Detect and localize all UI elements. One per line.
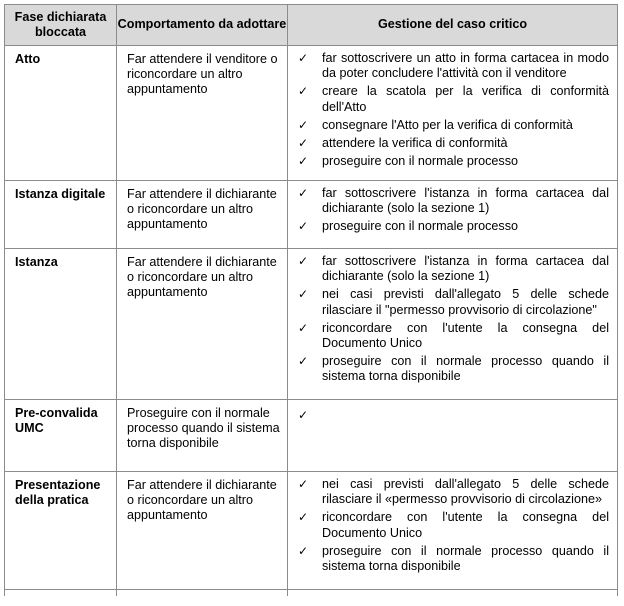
action-text: proseguire con il normale processo bbox=[322, 219, 519, 234]
phase-cell: Istanza bbox=[5, 249, 117, 400]
behavior-cell: Far attendere il dichiarante o riconcordare un altro appuntamento bbox=[117, 181, 288, 249]
table-row bbox=[5, 400, 618, 472]
page bbox=[4, 4, 618, 596]
check-icon: ✓ bbox=[298, 510, 309, 525]
action-item bbox=[298, 219, 609, 234]
table-header-row bbox=[5, 5, 618, 46]
action-text: nei casi previsti dall'allegato 5 delle schede rilasciare il "permesso provvisorio di circolazione" bbox=[322, 287, 609, 317]
action-text: proseguire con il normale processo quando il sistema torna disponibile bbox=[322, 354, 609, 384]
phase-cell: Istanza digitale bbox=[5, 181, 117, 249]
check-icon: ✓ bbox=[298, 254, 309, 268]
behavior-cell: Far attendere il venditore o riconcordare un altro appuntamento bbox=[117, 46, 288, 181]
table-row bbox=[5, 249, 618, 400]
table-row bbox=[5, 46, 618, 181]
check-icon: ✓ bbox=[298, 320, 309, 335]
check-icon: ✓ bbox=[298, 287, 309, 302]
action-item bbox=[298, 254, 609, 284]
stub-cell bbox=[117, 590, 288, 597]
action-text: consegnare l'Atto per la verifica di conformità bbox=[322, 117, 573, 132]
action-item bbox=[298, 118, 609, 133]
stub-cell bbox=[5, 590, 117, 597]
table-row bbox=[5, 181, 618, 249]
action-text: creare la scatola per la verifica di conformità dell'Atto bbox=[322, 84, 609, 114]
stub-cell bbox=[288, 590, 618, 597]
header-behavior: Comportamento da adottare bbox=[117, 5, 288, 46]
actions-cell bbox=[288, 46, 618, 181]
header-phase: Fase dichiarata bloccata bbox=[5, 5, 117, 46]
action-item bbox=[298, 321, 609, 351]
action-text: proseguire con il normale processo quando il sistema torna disponibile bbox=[322, 543, 609, 574]
phase-cell: Atto bbox=[5, 46, 117, 181]
check-icon: ✓ bbox=[298, 136, 309, 151]
phase-cell: Presentazione della pratica bbox=[5, 472, 117, 590]
check-icon: ✓ bbox=[298, 51, 309, 65]
phase-cell: Pre-convalida UMC bbox=[5, 400, 117, 472]
action-item bbox=[298, 51, 609, 81]
action-item bbox=[298, 544, 609, 574]
check-icon: ✓ bbox=[298, 117, 309, 132]
action-text: attendere la verifica di conformità bbox=[322, 136, 508, 151]
check-icon: ✓ bbox=[298, 354, 309, 369]
check-icon: ✓ bbox=[298, 219, 309, 234]
table-row-continued bbox=[5, 590, 618, 597]
check-icon: ✓ bbox=[298, 84, 309, 99]
check-icon: ✓ bbox=[298, 408, 309, 422]
table-row bbox=[5, 472, 618, 590]
actions-cell bbox=[288, 472, 618, 590]
action-text: riconcordare con l'utente la consegna del Documento Unico bbox=[322, 320, 609, 351]
check-icon: ✓ bbox=[298, 154, 309, 169]
action-text: riconcordare con l'utente la consegna del Documento Unico bbox=[322, 510, 609, 540]
actions-cell bbox=[288, 181, 618, 249]
actions-cell bbox=[288, 249, 618, 400]
behavior-cell: Far attendere il dichiarante o riconcordare un altro appuntamento bbox=[117, 249, 288, 400]
check-icon: ✓ bbox=[298, 543, 309, 558]
check-icon: ✓ bbox=[298, 186, 309, 200]
action-text: nei casi previsti dall'allegato 5 delle schede rilasciare il «permesso provvisorio di circolazione» bbox=[322, 477, 609, 507]
action-text: far sottoscrivere un atto in forma cartacea in modo da poter concludere l'attività con il venditore bbox=[322, 51, 609, 81]
action-item bbox=[298, 186, 609, 216]
action-item bbox=[298, 84, 609, 114]
behavior-cell: Far attendere il dichiarante o riconcordare un altro appuntamento bbox=[117, 472, 288, 590]
action-item bbox=[298, 287, 609, 317]
action-item bbox=[298, 477, 609, 507]
action-item bbox=[298, 510, 609, 540]
critical-cases-table bbox=[4, 4, 618, 596]
action-item bbox=[298, 136, 609, 151]
action-text: far sottoscrivere l'istanza in forma cartacea dal dichiarante (solo la sezione 1) bbox=[322, 254, 609, 284]
header-critical-case: Gestione del caso critico bbox=[288, 5, 618, 46]
behavior-cell: Proseguire con il normale processo quando il sistema torna disponibile bbox=[117, 400, 288, 472]
action-item bbox=[298, 154, 609, 169]
action-text: proseguire con il normale processo bbox=[322, 154, 519, 169]
action-item bbox=[298, 354, 609, 384]
actions-cell bbox=[288, 400, 618, 472]
check-icon: ✓ bbox=[298, 477, 309, 491]
action-text: far sottoscrivere l'istanza in forma cartacea dal dichiarante (solo la sezione 1) bbox=[322, 186, 609, 216]
